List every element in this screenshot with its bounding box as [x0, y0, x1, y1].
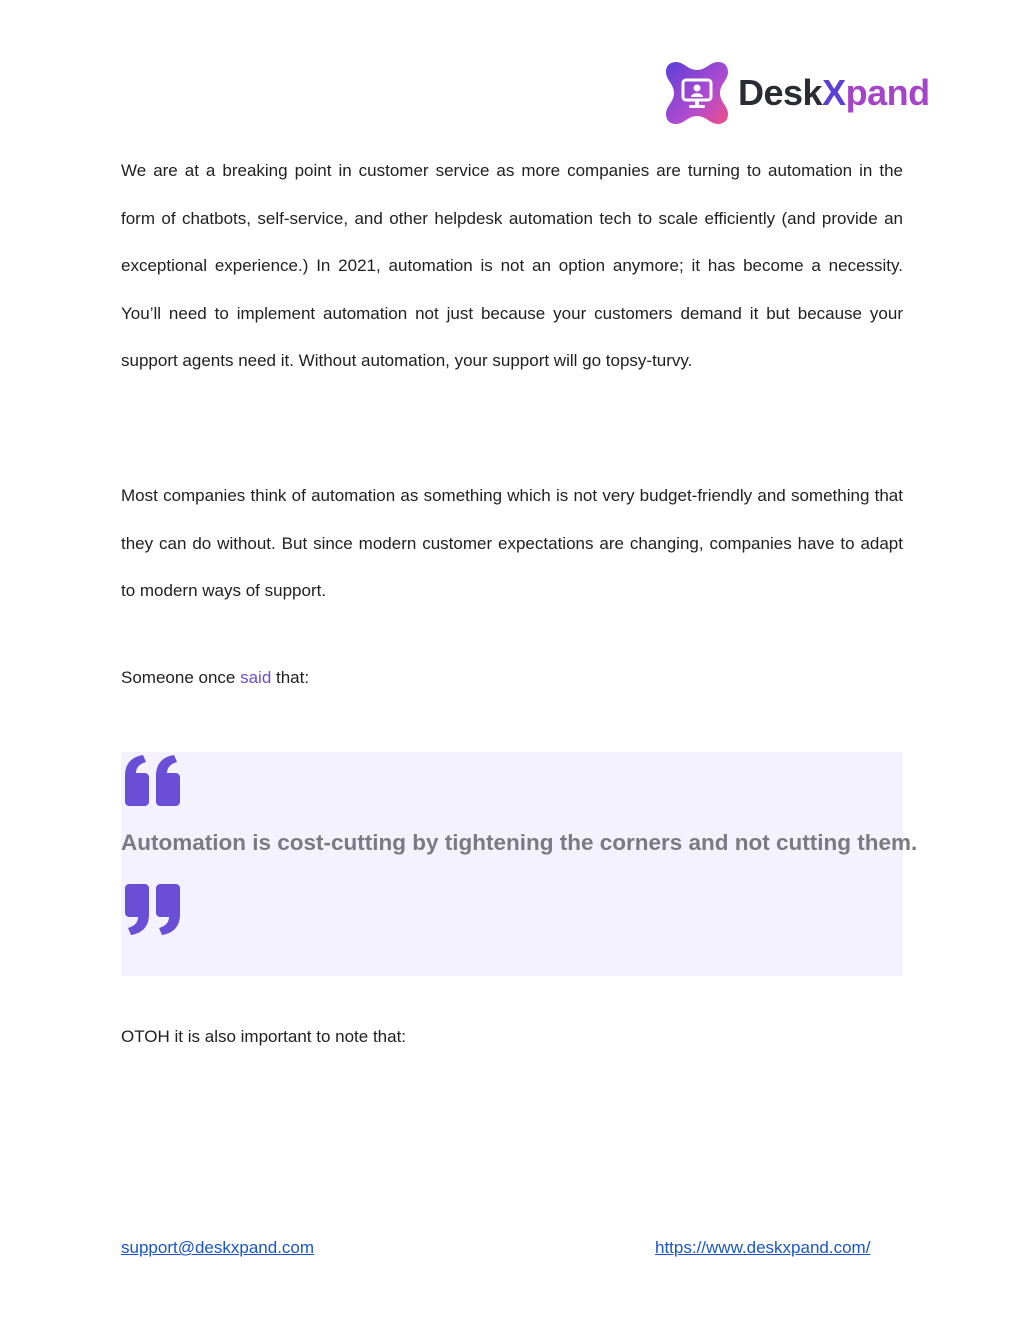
paragraph-intro: We are at a breaking point in customer service as more companies are turning to automation in the form of chatbots, self-service, and other helpdesk automation tech to scale efficiently (and provide an exceptional experience.) In 2021, automation is not an option anymore; it has become a necessity. You’ll need to implement automation not just because your customers demand it but because your support agents need it. Without automation, your support will go topsy-turvy. — [121, 161, 903, 371]
paragraph-budget: Most companies think of automation as something which is not very budget-friendly and something that they can do without. But since modern customer expectations are changing, companies have to adapt to modern ways of support. — [121, 486, 903, 601]
pull-quote — [121, 752, 918, 976]
footer-website-link[interactable]: https://www.deskxpand.com/ — [655, 1238, 871, 1257]
brand-name-desk: Desk — [738, 72, 823, 113]
monitor-support-icon — [664, 60, 730, 126]
said-suffix: that: — [271, 668, 310, 687]
footer-email-link[interactable]: support@deskxpand.com — [121, 1238, 315, 1257]
quote-text: Automation is cost-cutting by tightening the corners and not cutting them. — [121, 830, 918, 855]
brand-name-pand: pand — [845, 72, 930, 113]
said-prefix: Someone once — [121, 668, 241, 687]
paragraph-otoh: OTOH it is also important to note that: — [121, 1027, 407, 1046]
paragraph-someone-said — [121, 654, 903, 702]
said-link[interactable]: said — [240, 668, 272, 687]
close-quote-icon — [121, 884, 181, 936]
brand-name-x: X — [822, 72, 846, 113]
brand-logo — [664, 60, 930, 126]
open-quote-icon — [121, 754, 181, 806]
brand-name — [738, 72, 930, 113]
